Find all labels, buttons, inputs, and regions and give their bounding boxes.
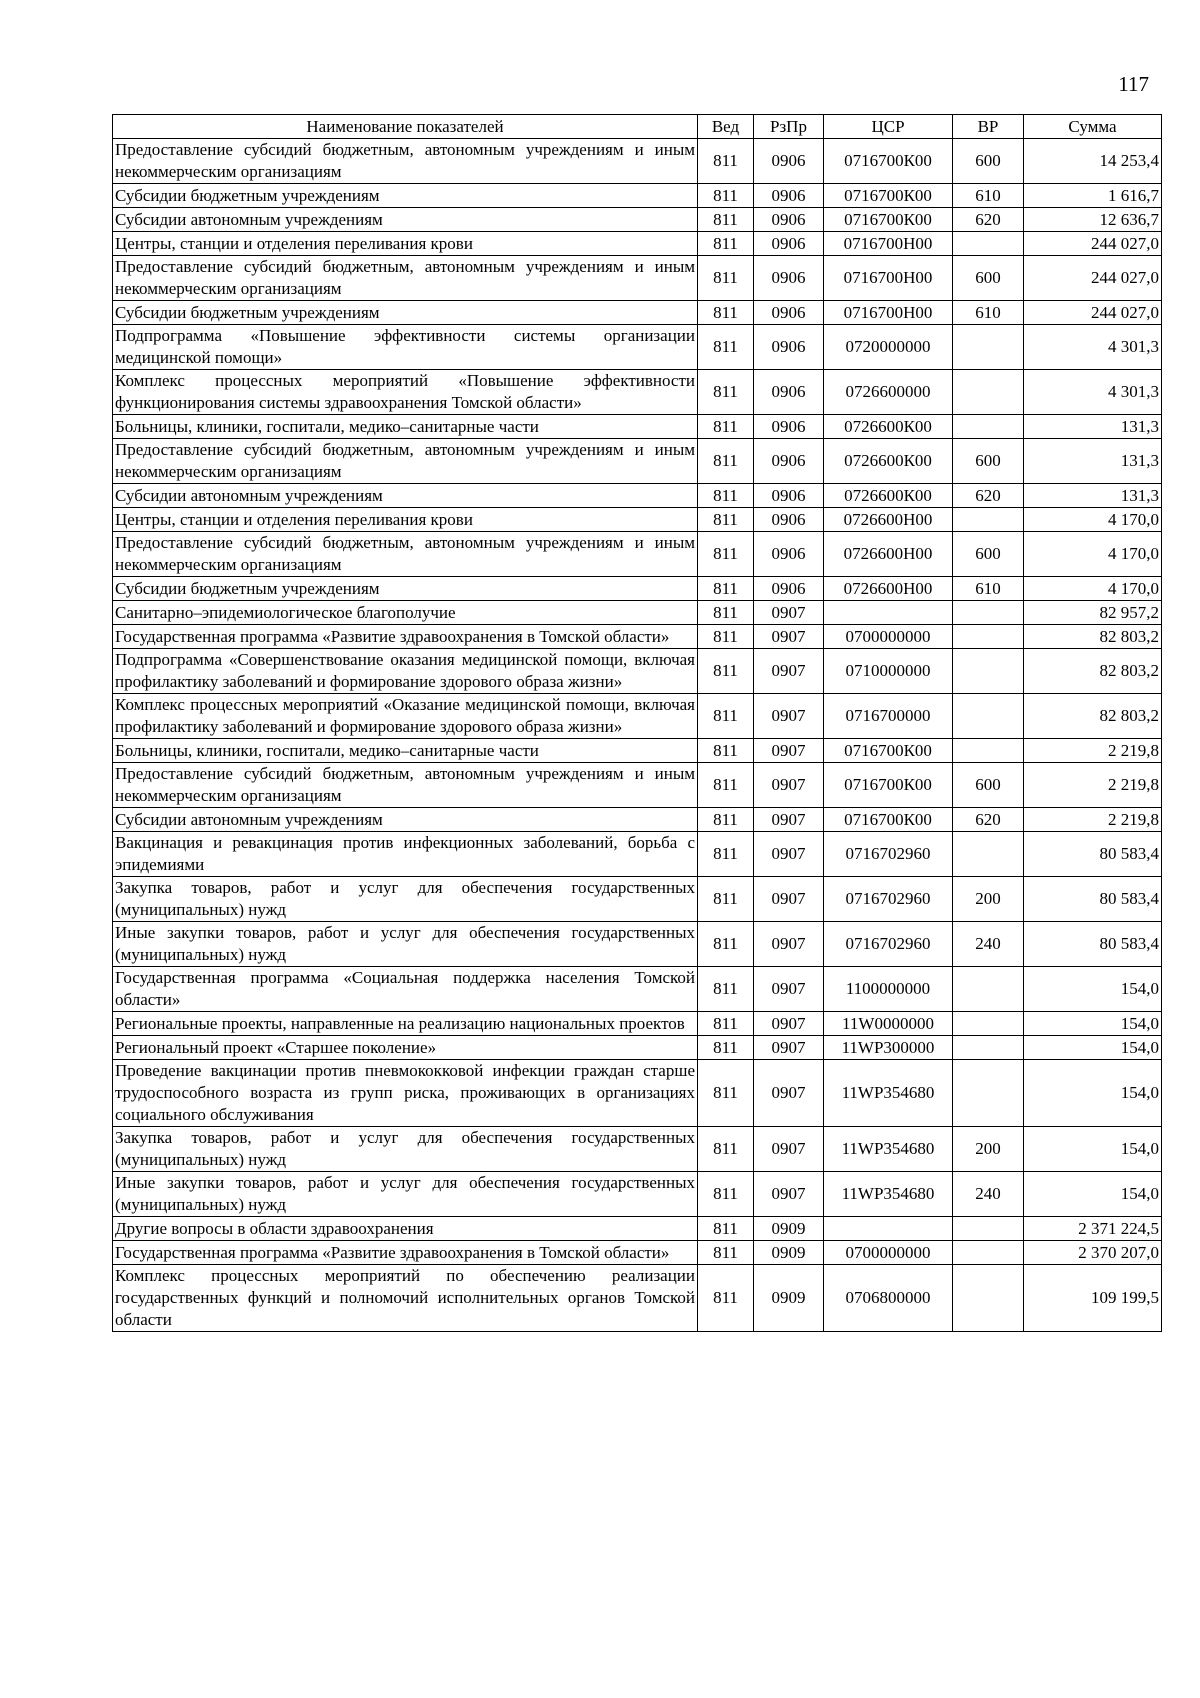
cell-ved: 811 bbox=[698, 763, 754, 808]
cell-sum: 82 957,2 bbox=[1024, 601, 1162, 625]
cell-vr bbox=[953, 415, 1024, 439]
cell-sum: 14 253,4 bbox=[1024, 139, 1162, 184]
cell-ved: 811 bbox=[698, 439, 754, 484]
cell-sum: 1 616,7 bbox=[1024, 184, 1162, 208]
cell-sum: 244 027,0 bbox=[1024, 301, 1162, 325]
cell-rzpr: 0906 bbox=[754, 370, 824, 415]
cell-sum: 2 371 224,5 bbox=[1024, 1217, 1162, 1241]
cell-vr: 600 bbox=[953, 139, 1024, 184]
cell-ved: 811 bbox=[698, 139, 754, 184]
header-sum: Сумма bbox=[1024, 115, 1162, 139]
cell-vr bbox=[953, 1060, 1024, 1127]
cell-csr: 0726600К00 bbox=[824, 484, 953, 508]
table-header-row bbox=[113, 115, 1162, 139]
table-row bbox=[113, 232, 1162, 256]
table-row bbox=[113, 625, 1162, 649]
table-row bbox=[113, 139, 1162, 184]
cell-name: Субсидии бюджетным учреждениям bbox=[113, 184, 698, 208]
cell-ved: 811 bbox=[698, 1036, 754, 1060]
cell-vr bbox=[953, 649, 1024, 694]
cell-vr bbox=[953, 1036, 1024, 1060]
cell-vr bbox=[953, 601, 1024, 625]
table-row bbox=[113, 256, 1162, 301]
cell-name: Государственная программа «Социальная поддержка населения Томской области» bbox=[113, 967, 698, 1012]
cell-vr: 240 bbox=[953, 922, 1024, 967]
table-row bbox=[113, 1127, 1162, 1172]
cell-name: Региональный проект «Старшее поколение» bbox=[113, 1036, 698, 1060]
cell-rzpr: 0906 bbox=[754, 484, 824, 508]
cell-vr: 620 bbox=[953, 208, 1024, 232]
cell-csr: 0716700К00 bbox=[824, 139, 953, 184]
cell-rzpr: 0906 bbox=[754, 415, 824, 439]
cell-ved: 811 bbox=[698, 1241, 754, 1265]
table-row bbox=[113, 508, 1162, 532]
table-row bbox=[113, 1036, 1162, 1060]
cell-vr bbox=[953, 1217, 1024, 1241]
cell-sum: 131,3 bbox=[1024, 415, 1162, 439]
cell-name: Предоставление субсидий бюджетным, автономным учреждениям и иным некоммерческим организациям bbox=[113, 439, 698, 484]
table-row bbox=[113, 1060, 1162, 1127]
cell-rzpr: 0909 bbox=[754, 1265, 824, 1332]
cell-csr: 0700000000 bbox=[824, 625, 953, 649]
table-row bbox=[113, 301, 1162, 325]
cell-rzpr: 0907 bbox=[754, 1012, 824, 1036]
cell-rzpr: 0907 bbox=[754, 877, 824, 922]
cell-sum: 154,0 bbox=[1024, 1127, 1162, 1172]
cell-name: Региональные проекты, направленные на реализацию национальных проектов bbox=[113, 1012, 698, 1036]
cell-csr: 0726600Н00 bbox=[824, 508, 953, 532]
cell-vr bbox=[953, 967, 1024, 1012]
header-rzpr: РзПр bbox=[754, 115, 824, 139]
cell-ved: 811 bbox=[698, 256, 754, 301]
table-row bbox=[113, 763, 1162, 808]
cell-vr: 600 bbox=[953, 532, 1024, 577]
cell-ved: 811 bbox=[698, 601, 754, 625]
cell-csr: 0716702960 bbox=[824, 832, 953, 877]
page-number: 117 bbox=[1118, 72, 1149, 96]
cell-vr: 620 bbox=[953, 808, 1024, 832]
cell-sum: 244 027,0 bbox=[1024, 232, 1162, 256]
table-row bbox=[113, 439, 1162, 484]
cell-sum: 2 219,8 bbox=[1024, 808, 1162, 832]
cell-csr bbox=[824, 1217, 953, 1241]
cell-ved: 811 bbox=[698, 1217, 754, 1241]
cell-sum: 154,0 bbox=[1024, 1012, 1162, 1036]
table-row bbox=[113, 877, 1162, 922]
cell-sum: 82 803,2 bbox=[1024, 694, 1162, 739]
cell-rzpr: 0907 bbox=[754, 967, 824, 1012]
cell-name: Субсидии автономным учреждениям bbox=[113, 484, 698, 508]
cell-sum: 4 170,0 bbox=[1024, 577, 1162, 601]
cell-ved: 811 bbox=[698, 325, 754, 370]
cell-rzpr: 0906 bbox=[754, 508, 824, 532]
table-row bbox=[113, 532, 1162, 577]
table-row bbox=[113, 184, 1162, 208]
table-row bbox=[113, 1265, 1162, 1332]
cell-sum: 4 301,3 bbox=[1024, 370, 1162, 415]
cell-csr: 0716700К00 bbox=[824, 808, 953, 832]
cell-name: Государственная программа «Развитие здравоохранения в Томской области» bbox=[113, 1241, 698, 1265]
cell-name: Центры, станции и отделения переливания крови bbox=[113, 232, 698, 256]
cell-name: Проведение вакцинации против пневмококковой инфекции граждан старше трудоспособного возраста из групп риска, проживающих в организациях социального обслуживания bbox=[113, 1060, 698, 1127]
table-row bbox=[113, 1172, 1162, 1217]
cell-rzpr: 0907 bbox=[754, 1172, 824, 1217]
cell-ved: 811 bbox=[698, 832, 754, 877]
cell-ved: 811 bbox=[698, 808, 754, 832]
cell-rzpr: 0907 bbox=[754, 1127, 824, 1172]
cell-vr bbox=[953, 1241, 1024, 1265]
cell-csr: 0716700К00 bbox=[824, 184, 953, 208]
cell-name: Закупка товаров, работ и услуг для обеспечения государственных (муниципальных) нужд bbox=[113, 1127, 698, 1172]
cell-name: Предоставление субсидий бюджетным, автономным учреждениям и иным некоммерческим организациям bbox=[113, 256, 698, 301]
cell-csr: 0716700К00 bbox=[824, 763, 953, 808]
cell-vr: 240 bbox=[953, 1172, 1024, 1217]
cell-name: Субсидии бюджетным учреждениям bbox=[113, 577, 698, 601]
cell-sum: 4 170,0 bbox=[1024, 508, 1162, 532]
cell-csr: 11W0000000 bbox=[824, 1012, 953, 1036]
cell-vr bbox=[953, 625, 1024, 649]
cell-ved: 811 bbox=[698, 1012, 754, 1036]
table-row bbox=[113, 967, 1162, 1012]
cell-rzpr: 0906 bbox=[754, 439, 824, 484]
table-row bbox=[113, 1217, 1162, 1241]
cell-rzpr: 0906 bbox=[754, 577, 824, 601]
cell-rzpr: 0907 bbox=[754, 832, 824, 877]
cell-name: Подпрограмма «Повышение эффективности системы организации медицинской помощи» bbox=[113, 325, 698, 370]
cell-ved: 811 bbox=[698, 484, 754, 508]
cell-vr bbox=[953, 370, 1024, 415]
cell-vr bbox=[953, 232, 1024, 256]
table-row bbox=[113, 601, 1162, 625]
cell-rzpr: 0906 bbox=[754, 208, 824, 232]
cell-name: Иные закупки товаров, работ и услуг для обеспечения государственных (муниципальных) нужд bbox=[113, 1172, 698, 1217]
cell-csr: 11WP300000 bbox=[824, 1036, 953, 1060]
cell-vr bbox=[953, 832, 1024, 877]
cell-name: Субсидии автономным учреждениям bbox=[113, 208, 698, 232]
cell-rzpr: 0907 bbox=[754, 694, 824, 739]
cell-csr: 0726600Н00 bbox=[824, 577, 953, 601]
cell-sum: 154,0 bbox=[1024, 967, 1162, 1012]
table-row bbox=[113, 370, 1162, 415]
cell-rzpr: 0906 bbox=[754, 256, 824, 301]
cell-rzpr: 0907 bbox=[754, 625, 824, 649]
cell-sum: 154,0 bbox=[1024, 1036, 1162, 1060]
cell-ved: 811 bbox=[698, 1265, 754, 1332]
cell-vr: 200 bbox=[953, 1127, 1024, 1172]
cell-vr: 200 bbox=[953, 877, 1024, 922]
cell-rzpr: 0907 bbox=[754, 739, 824, 763]
cell-csr: 11WP354680 bbox=[824, 1172, 953, 1217]
cell-csr: 0720000000 bbox=[824, 325, 953, 370]
cell-ved: 811 bbox=[698, 232, 754, 256]
table-row bbox=[113, 649, 1162, 694]
cell-ved: 811 bbox=[698, 184, 754, 208]
cell-csr: 0716700000 bbox=[824, 694, 953, 739]
cell-sum: 82 803,2 bbox=[1024, 649, 1162, 694]
cell-sum: 12 636,7 bbox=[1024, 208, 1162, 232]
cell-csr: 1100000000 bbox=[824, 967, 953, 1012]
cell-vr bbox=[953, 508, 1024, 532]
cell-ved: 811 bbox=[698, 415, 754, 439]
cell-rzpr: 0906 bbox=[754, 232, 824, 256]
cell-sum: 4 170,0 bbox=[1024, 532, 1162, 577]
cell-name: Субсидии бюджетным учреждениям bbox=[113, 301, 698, 325]
table-row bbox=[113, 1012, 1162, 1036]
cell-name: Центры, станции и отделения переливания крови bbox=[113, 508, 698, 532]
cell-name: Подпрограмма «Совершенствование оказания медицинской помощи, включая профилактику заболеваний и формирование здорового образа жизни» bbox=[113, 649, 698, 694]
cell-vr: 600 bbox=[953, 256, 1024, 301]
cell-name: Другие вопросы в области здравоохранения bbox=[113, 1217, 698, 1241]
cell-name: Комплекс процессных мероприятий по обеспечению реализации государственных функций и полномочий исполнительных органов Томской области bbox=[113, 1265, 698, 1332]
cell-csr: 0726600К00 bbox=[824, 415, 953, 439]
cell-name: Предоставление субсидий бюджетным, автономным учреждениям и иным некоммерческим организациям bbox=[113, 532, 698, 577]
cell-csr: 0726600К00 bbox=[824, 439, 953, 484]
table-body bbox=[113, 139, 1162, 1332]
cell-rzpr: 0907 bbox=[754, 922, 824, 967]
cell-ved: 811 bbox=[698, 301, 754, 325]
cell-csr: 0706800000 bbox=[824, 1265, 953, 1332]
table-row bbox=[113, 415, 1162, 439]
header-csr: ЦСР bbox=[824, 115, 953, 139]
cell-rzpr: 0906 bbox=[754, 325, 824, 370]
header-name: Наименование показателей bbox=[113, 115, 698, 139]
cell-ved: 811 bbox=[698, 532, 754, 577]
table-row bbox=[113, 808, 1162, 832]
cell-rzpr: 0906 bbox=[754, 139, 824, 184]
header-ved: Вед bbox=[698, 115, 754, 139]
cell-rzpr: 0907 bbox=[754, 1036, 824, 1060]
cell-rzpr: 0906 bbox=[754, 184, 824, 208]
cell-ved: 811 bbox=[698, 1127, 754, 1172]
budget-table bbox=[112, 114, 1162, 1332]
cell-rzpr: 0907 bbox=[754, 808, 824, 832]
cell-vr: 620 bbox=[953, 484, 1024, 508]
cell-ved: 811 bbox=[698, 1060, 754, 1127]
cell-ved: 811 bbox=[698, 967, 754, 1012]
cell-sum: 80 583,4 bbox=[1024, 922, 1162, 967]
cell-rzpr: 0907 bbox=[754, 763, 824, 808]
cell-csr: 0716700К00 bbox=[824, 208, 953, 232]
cell-name: Иные закупки товаров, работ и услуг для обеспечения государственных (муниципальных) нужд bbox=[113, 922, 698, 967]
table-row bbox=[113, 832, 1162, 877]
cell-ved: 811 bbox=[698, 508, 754, 532]
cell-csr: 0716700К00 bbox=[824, 739, 953, 763]
cell-ved: 811 bbox=[698, 625, 754, 649]
cell-vr: 600 bbox=[953, 439, 1024, 484]
cell-csr: 11WP354680 bbox=[824, 1060, 953, 1127]
cell-ved: 811 bbox=[698, 208, 754, 232]
cell-csr: 0716702960 bbox=[824, 877, 953, 922]
cell-name: Комплекс процессных мероприятий «Оказание медицинской помощи, включая профилактику заболеваний и формирование здорового образа жизни» bbox=[113, 694, 698, 739]
cell-rzpr: 0909 bbox=[754, 1217, 824, 1241]
header-vr: ВР bbox=[953, 115, 1024, 139]
cell-name: Больницы, клиники, госпитали, медико–санитарные части bbox=[113, 739, 698, 763]
cell-sum: 109 199,5 bbox=[1024, 1265, 1162, 1332]
cell-ved: 811 bbox=[698, 739, 754, 763]
cell-rzpr: 0907 bbox=[754, 601, 824, 625]
cell-sum: 82 803,2 bbox=[1024, 625, 1162, 649]
cell-rzpr: 0906 bbox=[754, 532, 824, 577]
cell-sum: 131,3 bbox=[1024, 439, 1162, 484]
cell-csr: 11WP354680 bbox=[824, 1127, 953, 1172]
cell-name: Комплекс процессных мероприятий «Повышение эффективности функционирования системы здравоохранения Томской области» bbox=[113, 370, 698, 415]
cell-rzpr: 0907 bbox=[754, 1060, 824, 1127]
cell-ved: 811 bbox=[698, 694, 754, 739]
cell-vr: 600 bbox=[953, 763, 1024, 808]
cell-name: Больницы, клиники, госпитали, медико–санитарные части bbox=[113, 415, 698, 439]
cell-csr: 0716700Н00 bbox=[824, 232, 953, 256]
cell-ved: 811 bbox=[698, 922, 754, 967]
cell-rzpr: 0909 bbox=[754, 1241, 824, 1265]
cell-sum: 154,0 bbox=[1024, 1060, 1162, 1127]
cell-ved: 811 bbox=[698, 649, 754, 694]
table-row bbox=[113, 484, 1162, 508]
cell-sum: 244 027,0 bbox=[1024, 256, 1162, 301]
cell-csr: 0726600Н00 bbox=[824, 532, 953, 577]
cell-rzpr: 0907 bbox=[754, 649, 824, 694]
cell-csr: 0716700Н00 bbox=[824, 256, 953, 301]
cell-ved: 811 bbox=[698, 877, 754, 922]
cell-sum: 154,0 bbox=[1024, 1172, 1162, 1217]
cell-name: Предоставление субсидий бюджетным, автономным учреждениям и иным некоммерческим организациям bbox=[113, 763, 698, 808]
cell-csr: 0716702960 bbox=[824, 922, 953, 967]
cell-vr bbox=[953, 1265, 1024, 1332]
table-row bbox=[113, 577, 1162, 601]
cell-csr: 0716700Н00 bbox=[824, 301, 953, 325]
cell-ved: 811 bbox=[698, 1172, 754, 1217]
table-row bbox=[113, 325, 1162, 370]
cell-name: Закупка товаров, работ и услуг для обеспечения государственных (муниципальных) нужд bbox=[113, 877, 698, 922]
cell-csr bbox=[824, 601, 953, 625]
table-row bbox=[113, 208, 1162, 232]
cell-name: Предоставление субсидий бюджетным, автономным учреждениям и иным некоммерческим организациям bbox=[113, 139, 698, 184]
cell-name: Санитарно–эпидемиологическое благополучие bbox=[113, 601, 698, 625]
cell-sum: 2 370 207,0 bbox=[1024, 1241, 1162, 1265]
table-row bbox=[113, 694, 1162, 739]
table-row bbox=[113, 922, 1162, 967]
table-row bbox=[113, 739, 1162, 763]
cell-sum: 131,3 bbox=[1024, 484, 1162, 508]
cell-csr: 0700000000 bbox=[824, 1241, 953, 1265]
cell-sum: 2 219,8 bbox=[1024, 763, 1162, 808]
cell-vr bbox=[953, 694, 1024, 739]
cell-sum: 4 301,3 bbox=[1024, 325, 1162, 370]
cell-ved: 811 bbox=[698, 577, 754, 601]
cell-vr: 610 bbox=[953, 184, 1024, 208]
cell-vr: 610 bbox=[953, 577, 1024, 601]
cell-vr bbox=[953, 739, 1024, 763]
cell-name: Вакцинация и ревакцинация против инфекционных заболеваний, борьба с эпидемиями bbox=[113, 832, 698, 877]
cell-csr: 0710000000 bbox=[824, 649, 953, 694]
cell-name: Государственная программа «Развитие здравоохранения в Томской области» bbox=[113, 625, 698, 649]
cell-name: Субсидии автономным учреждениям bbox=[113, 808, 698, 832]
cell-sum: 80 583,4 bbox=[1024, 832, 1162, 877]
cell-vr: 610 bbox=[953, 301, 1024, 325]
cell-ved: 811 bbox=[698, 370, 754, 415]
cell-sum: 80 583,4 bbox=[1024, 877, 1162, 922]
table-row bbox=[113, 1241, 1162, 1265]
cell-rzpr: 0906 bbox=[754, 301, 824, 325]
cell-csr: 0726600000 bbox=[824, 370, 953, 415]
cell-sum: 2 219,8 bbox=[1024, 739, 1162, 763]
cell-vr bbox=[953, 325, 1024, 370]
cell-vr bbox=[953, 1012, 1024, 1036]
